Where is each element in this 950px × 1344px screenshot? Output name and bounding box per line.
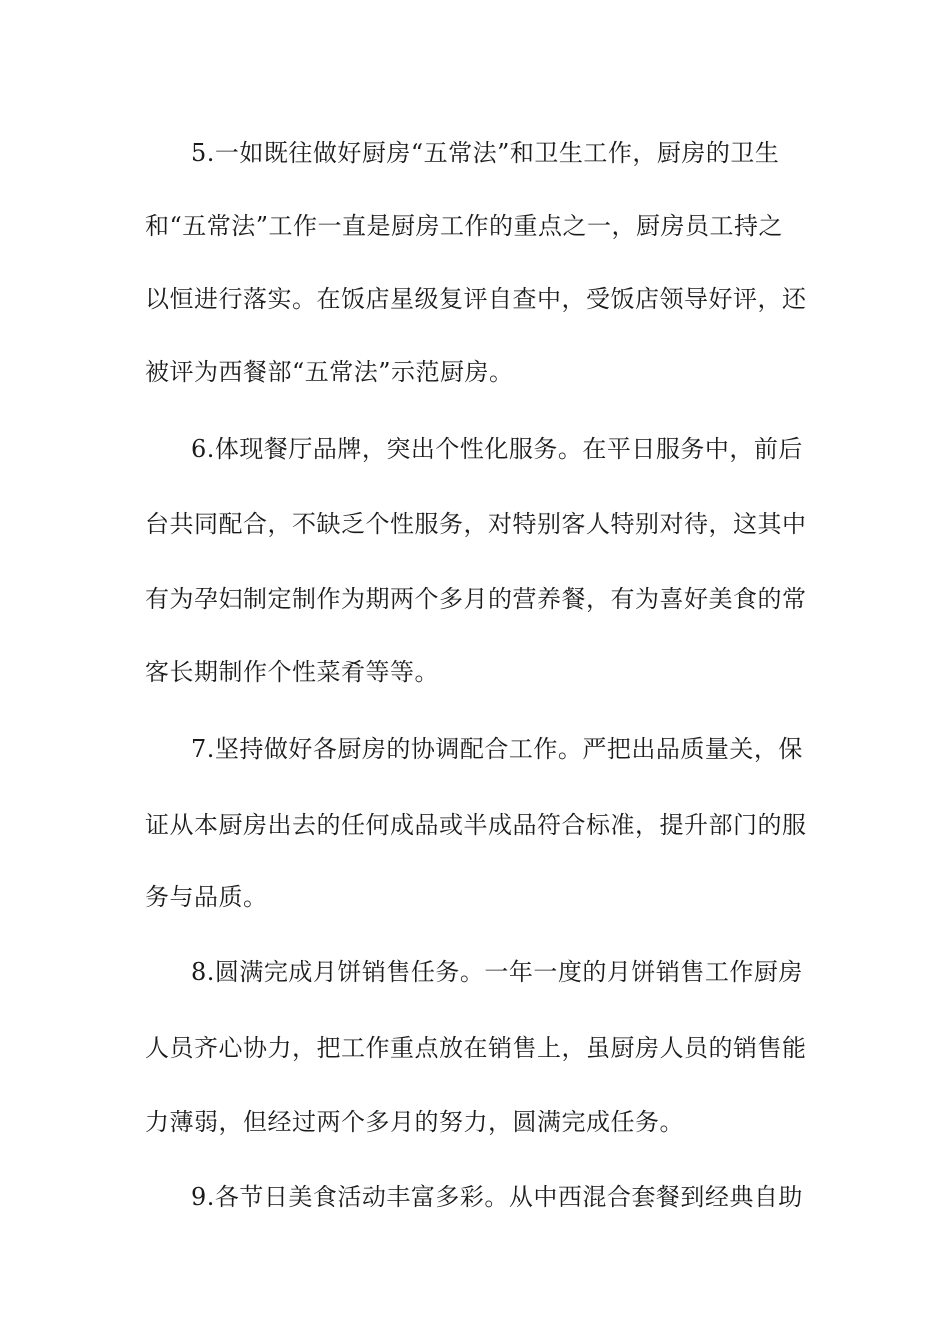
- paragraph-7-line-1: 7.坚持做好各厨房的协调配合工作。严把出品质量关，保: [191, 735, 803, 763]
- paragraph-6-line-1: 6.体现餐厅品牌，突出个性化服务。在平日服务中，前后: [191, 435, 803, 463]
- paragraph-5-line-3: 以恒进行落实。在饭店星级复评自查中，受饭店领导好评，还: [145, 285, 807, 313]
- paragraph-6-line-3: 有为孕妇制定制作为期两个多月的营养餐，有为喜好美食的常: [145, 585, 807, 613]
- paragraph-6-line-4: 客长期制作个性菜肴等等。: [145, 658, 439, 686]
- paragraph-8-line-2: 人员齐心协力，把工作重点放在销售上，虽厨房人员的销售能: [145, 1034, 807, 1062]
- paragraph-5-line-1: 5.一如既往做好厨房“五常法”和卫生工作，厨房的卫生: [191, 139, 780, 167]
- paragraph-7-line-2: 证从本厨房出去的任何成品或半成品符合标准，提升部门的服: [145, 811, 807, 839]
- paragraph-8-line-3: 力薄弱，但经过两个多月的努力，圆满完成任务。: [145, 1108, 684, 1136]
- paragraph-8-line-1: 8.圆满完成月饼销售任务。一年一度的月饼销售工作厨房: [191, 958, 803, 986]
- paragraph-5-line-4: 被评为西餐部“五常法”示范厨房。: [145, 358, 514, 386]
- paragraph-9-line-1: 9.各节日美食活动丰富多彩。从中西混合套餐到经典自助: [191, 1183, 803, 1211]
- paragraph-5-line-2: 和“五常法”工作一直是厨房工作的重点之一，厨房员工持之: [145, 212, 784, 240]
- paragraph-6-line-2: 台共同配合，不缺乏个性服务，对特别客人特别对待，这其中: [145, 510, 807, 538]
- paragraph-7-line-3: 务与品质。: [145, 883, 268, 911]
